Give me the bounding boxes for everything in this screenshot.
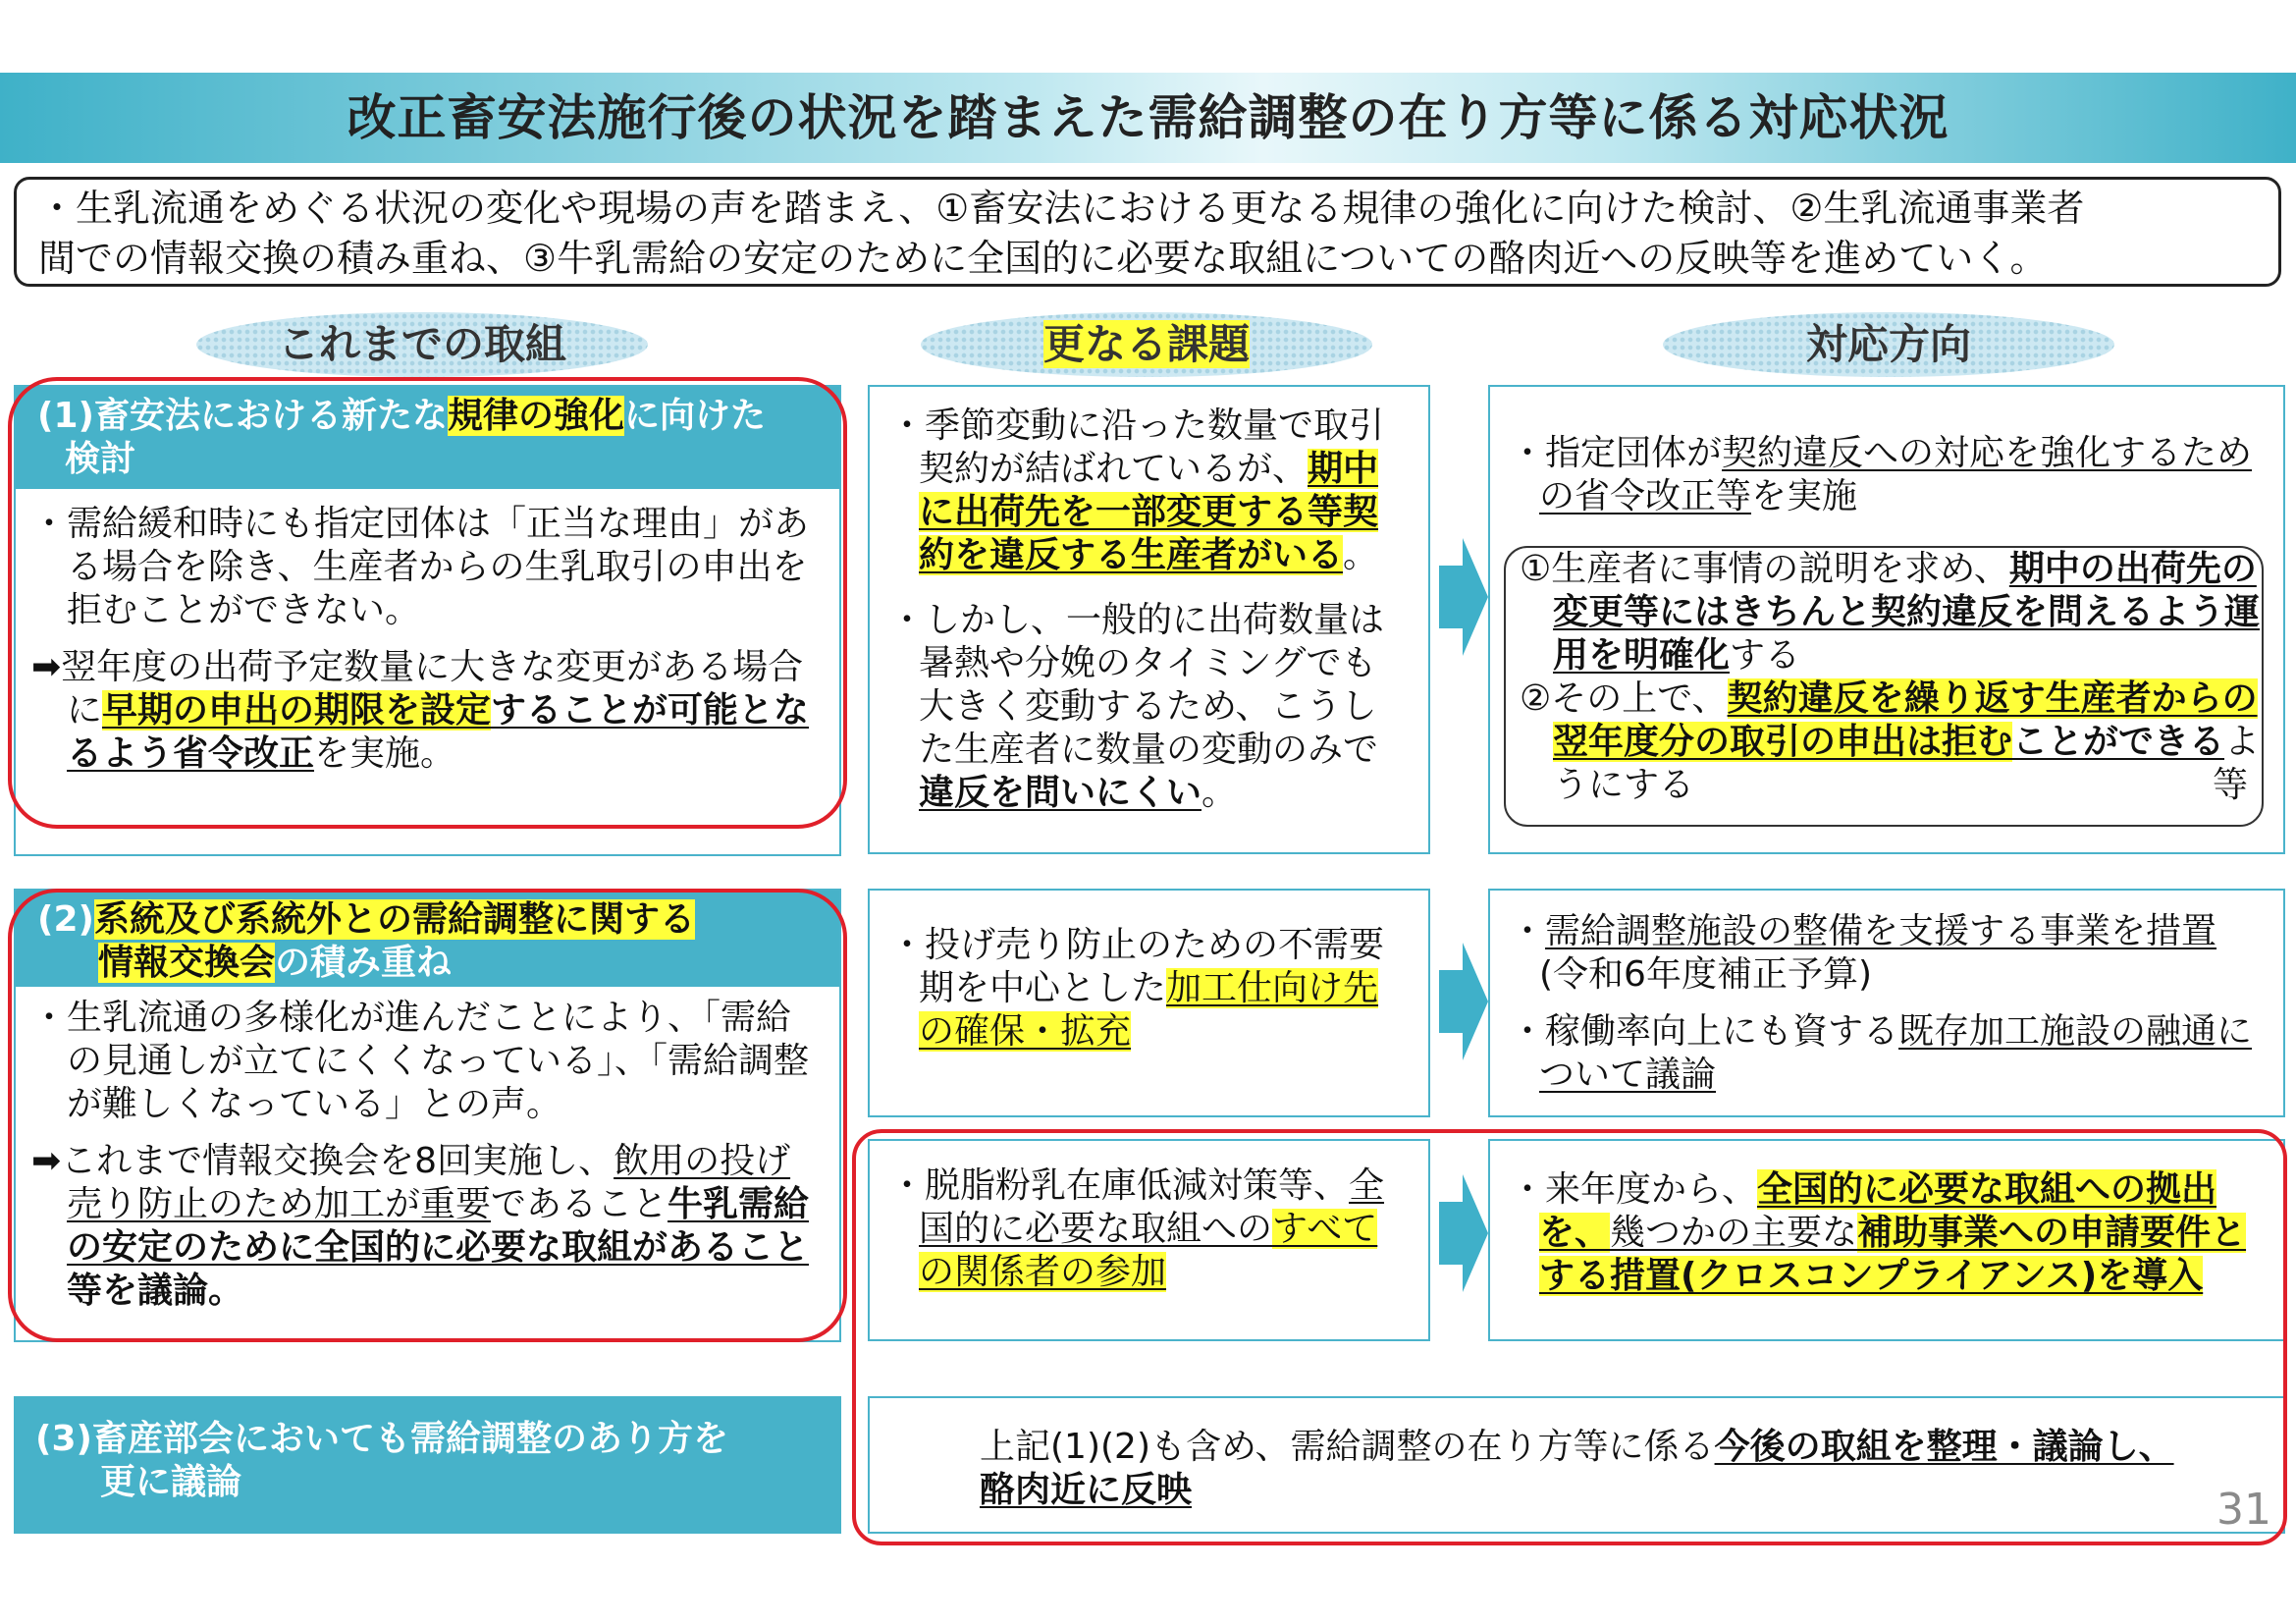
r1-item-2 (1520, 677, 2266, 807)
r1-p1-a: ・指定団体が (1510, 433, 1723, 473)
m1-p1-b: 期中に出荷先を一部変更する等契約を違反する生産者がいる (919, 449, 1379, 575)
m2-text (889, 924, 1409, 1054)
r2-p2 (1510, 1010, 2264, 1097)
r1-p1-b: 契約違反への対応を強化するための省令改正等 (1539, 433, 2253, 516)
m3-c: すべての関係者の参加 (919, 1209, 1378, 1292)
column-header-issues (921, 312, 1372, 377)
past-box-3 (14, 1396, 841, 1534)
box1-head-b: 規律の強化 (447, 396, 624, 436)
issue-box-1 (868, 385, 1430, 854)
m1-p1-a: ・季節変動に沿った数量で取引契約が結ばれているが、 (889, 406, 1385, 489)
box1-p2-b: 早期の申出の期限を設定 (102, 690, 492, 731)
box3-line-2: 更に議論 (100, 1462, 242, 1502)
bracket-content (1520, 548, 2266, 807)
page-number: 31 (2216, 1485, 2271, 1535)
box2-head-d: の積み重ね (275, 943, 453, 983)
m2-b: 加工仕向け先の確保・拡充 (919, 968, 1379, 1052)
r1-i2-c: ことができる (2012, 722, 2225, 762)
column-header-direction: 対応方向 (1663, 312, 2114, 377)
r1-i2-a: ②その上で、 (1520, 678, 1728, 719)
r2-p1 (1510, 910, 2264, 997)
m1-p2-b: 違反を問いにくい (919, 773, 1202, 813)
box1-p2-d: を実施。 (314, 733, 456, 774)
r1-i1-b: 期中の出荷先の変更等にはきちんと契約違反を問えるよう運用を明確化 (1553, 549, 2261, 676)
m1-p1-c: 。 (1343, 535, 1379, 575)
box3-line-1: (3)畜産部会においても需給調整のあり方を (35, 1419, 728, 1459)
r3-c: 幾つかの主要な (1610, 1213, 1858, 1253)
r2-p2-a: ・稼働率向上にも資する (1510, 1011, 1899, 1052)
box1-head-d: 検討 (65, 439, 136, 479)
r2-p1-b: 需給調整施設の整備を支援する事業を措置 (1545, 911, 2217, 951)
r3-a: ・来年度から、 (1510, 1169, 1758, 1210)
m3-b: 全国的に必要な取組への (919, 1165, 1385, 1249)
r1-p1-c: を実施 (1751, 476, 1858, 516)
r1-p1 (1510, 432, 2264, 518)
r3-b: 全国的に必要な取組への拠出を、 (1539, 1169, 2217, 1253)
issue-box-2 (868, 889, 1430, 1117)
red-frame-3 (852, 1129, 2287, 1545)
arrow-right-icon-2 (1439, 943, 1488, 1060)
r2-p1-a: ・ (1510, 911, 1546, 951)
intro-line-1: ・生乳流通をめぐる状況の変化や現場の声を踏まえ、①畜安法における更なる規律の強化に向けた検討、②生乳流通事業者 (38, 187, 2085, 230)
box2-p2-d: 牛乳需給の安定のために全国的に必要な取組があること (67, 1184, 810, 1268)
r1-item-1 (1520, 548, 2266, 677)
red-frame-1 (8, 377, 847, 829)
box2-p2-a: ➡これまで情報交換会を8回実施し、 (31, 1141, 614, 1181)
m1-p1 (889, 405, 1409, 577)
direction-box-1 (1488, 385, 2285, 854)
arrow-right-icon-1 (1439, 538, 1488, 656)
page-title: 改正畜安法施行後の状況を踏まえた需給調整の在り方等に係る対応状況 (347, 89, 1949, 146)
intro-box (14, 177, 2281, 287)
m1-p2-c: 。 (1201, 773, 1238, 813)
box2-head-b: 系統及び系統外との需給調整に関する (93, 899, 695, 940)
r2-p2-b: 既存加工施設の融通について議論 (1539, 1011, 2253, 1095)
m1-p2-a: ・しかし、一般的に出荷数量は暑熱や分娩のタイミングでも大きく変動するため、こうした生産者に数量の変動のみで (889, 600, 1385, 770)
bottom-a: 上記(1)(2)も含め、需給調整の在り方等に係る (980, 1427, 1715, 1467)
box2-p2-e: 等を議論。 (67, 1271, 244, 1311)
m1-p2 (889, 599, 1409, 815)
bottom-c: 酪肉近に反映 (980, 1470, 1193, 1510)
direction-box-2 (1488, 889, 2285, 1117)
column-header-past: これまでの取組 (196, 312, 648, 377)
box2-p2-c: であること (491, 1184, 668, 1224)
box2-p2-b: 飲用の投げ売り防止のため加工が重要 (67, 1141, 791, 1224)
r1-i1-c: する (1730, 635, 1801, 676)
box1-p2-a: ➡翌年度の出荷予定数量に大きな変更がある場合に (31, 647, 804, 731)
m2-a: ・投げ売り防止のための不需要期を中心とした (889, 925, 1385, 1008)
box2-p1: ・生乳流通の多様化が進んだことにより、「需給の見通しが立てにくくなっている」、「需給調整が難しくなっている」との声。 (31, 998, 810, 1124)
bottom-b: 今後の取組を整理・議論し、 (1714, 1427, 2174, 1467)
r1-i1-a: ①生産者に事情の説明を求め、 (1520, 549, 2009, 589)
intro-line-2: 間での情報交換の積み重ね、③牛乳需給の安定のために全国的に必要な取組についての酪肉近への反映等を進めていく。 (38, 237, 2048, 280)
column-header-issues-text: 更なる課題 (1042, 320, 1250, 368)
r1-etc: 等 (2212, 765, 2248, 805)
r1-i2-b: 契約違反を繰り返す生産者からの翌年度分の取引の申出は拒む (1553, 678, 2258, 762)
r1-i2-d: ようにする (1553, 722, 2261, 805)
box1-head-c: に向けた (623, 396, 766, 436)
box1-p2-c: することが可能となるよう省令改正 (67, 690, 810, 774)
box2-head-a: (2) (37, 899, 94, 940)
m3-a: ・脱脂粉乳在庫低減対策等、 (889, 1165, 1350, 1206)
r3-d: 補助事業への申請要件とする措置(クロスコンプライアンス)を導入 (1539, 1213, 2247, 1296)
box1-head-a: (1)畜安法における新たな (37, 396, 448, 436)
r2-p1-c: (令和6年度補正予算) (1539, 954, 1872, 995)
box1-p1: ・需給緩和時にも指定団体は「正当な理由」がある場合を除き、生産者からの生乳取引の申出を拒むことができない。 (31, 504, 810, 630)
box2-head-c: 情報交換会 (98, 943, 276, 983)
red-frame-2 (8, 889, 847, 1342)
